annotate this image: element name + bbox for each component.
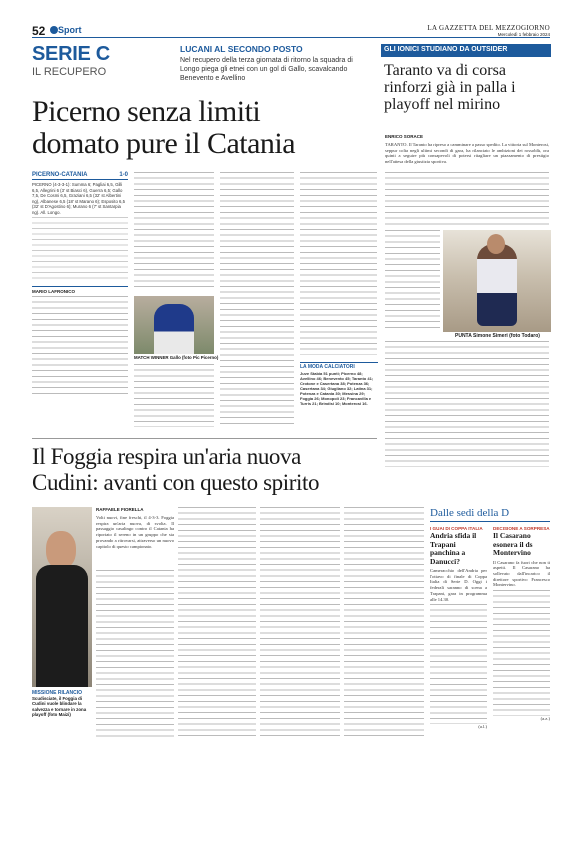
picerno-photo-caption: MATCH WINNER Gallo (foto Pic Picerno) xyxy=(134,355,219,360)
player-head xyxy=(487,234,505,254)
foggia-author: RAFFAELE FIORELLA xyxy=(96,507,144,512)
taranto-kicker: GLI IONICI STUDIANO DA OUTSIDER xyxy=(384,46,508,53)
ratings-box xyxy=(300,362,378,406)
foggia-headline-line1: Il Foggia respira un'aria nuova xyxy=(32,444,301,469)
newspaper-name: LA GAZZETTA DEL MEZZOGIORNO xyxy=(427,24,550,32)
player-figure xyxy=(154,304,194,354)
foggia-headline-line2: Cudini: avanti con questo spirito xyxy=(32,470,320,495)
divider xyxy=(32,438,377,439)
picerno-col4-text xyxy=(300,172,377,355)
taranto-body-top xyxy=(385,172,549,229)
picerno-headline xyxy=(32,96,377,160)
coach-body xyxy=(36,565,88,687)
scoreline-text: PICERNO (4-3-3-1): Summa 6; Pagliai 6,5, Gilli 6,5, Allegrini 6 (3' st Biasci 6), Guerra 6,5; Gallo 7,5, De Cosmi 6,5, Graziani 6,5 (32' st Albertini ng), Albanese 6,5 (18' st Marano 6); Esposito 6,5 (32' st D'Agostino 6); Murano 6 (7' st Santarpia ng). All. Longo. xyxy=(32,182,126,215)
issue-date: Mercoledì 1 febbraio 2024 xyxy=(497,32,550,37)
foggia-headline xyxy=(32,444,550,496)
picerno-col3-text xyxy=(220,172,294,427)
taranto-lead: TARANTO. Il Taranto ha ripreso a camminare a passo spedito. La vittoria sul Monterosi, seppur colta negli ultimi secondi di gara, ha rilanciato le ambizioni dei rossoblù, ora quinti a seguire più consapevoli di potersi ritagliare un piazzamento di prestigio nell'attesa della giustizia sportiva. xyxy=(385,142,549,165)
scoreline-score: 1-0 xyxy=(119,172,128,178)
ball-icon xyxy=(50,26,58,34)
regional-right-lead: Il Casarano fa fuori che non ti aspetti. Il Casarano ha sollevato dall'incarico il direttore sportivo Francesco Montervino. xyxy=(493,559,550,588)
page-number: 52 xyxy=(32,24,46,38)
regional-right-body xyxy=(493,590,550,716)
regional-left-lead: Cameracchio dell'Andria per l'ottavo di finale di Coppa Italia di Serie D. Oggi i federali saranno di scena a Trapani, gara in programma alle 14.30. xyxy=(430,568,487,602)
foggia-caption-title: MISSIONE RILANCIO xyxy=(32,690,83,696)
picerno-headline-line1: Picerno senza limiti xyxy=(32,95,261,128)
ratings-title: LA MODA CALCIATORI xyxy=(300,362,378,370)
section-subtitle: IL RECUPERO xyxy=(32,66,107,78)
picerno-col2-text-bottom xyxy=(134,364,214,427)
picerno-col2-text xyxy=(134,172,214,290)
regional-left-kicker: I GUAI DI COPPA ITALIA xyxy=(430,526,483,531)
foggia-col3-text xyxy=(260,507,340,738)
side-news-kicker: LUCANI AL SECONDO POSTO xyxy=(180,44,303,54)
taranto-headline: Taranto va di corsa rinforzi già in palla i playoff nel mirino xyxy=(384,62,516,113)
side-news-text: Nel recupero della terza giornata di ritorno la squadra di Longo piega gli etnei con un gol di Gallo, scavalcando Benevento e Avellino xyxy=(180,57,353,82)
regional-banner: Dalle sedi della D xyxy=(430,507,550,522)
regional-left-headline: Andria sfida il Trapani panchina a Danucci? xyxy=(430,531,477,566)
foggia-col2-text xyxy=(178,507,256,738)
scoreline-title: PICERNO-CATANIA xyxy=(32,172,88,178)
regional-right xyxy=(493,526,550,722)
taranto-author: ENRICO SORACE xyxy=(385,134,424,139)
foggia-photo-caption xyxy=(32,690,90,718)
regional-right-headline: Il Casarano esonera il ds Montervino xyxy=(493,531,533,557)
section-title: SERIE C xyxy=(32,43,110,65)
picerno-photo xyxy=(134,296,214,354)
taranto-photo xyxy=(443,230,551,332)
regional-left-sign: (a.l.) xyxy=(478,724,487,730)
picerno-author: MARIO LAFRONICO xyxy=(32,286,128,294)
scoreline-header xyxy=(32,172,128,180)
player-figure xyxy=(477,244,517,326)
sport-logo: Sport xyxy=(50,25,82,35)
coach-head xyxy=(46,531,76,569)
ratings-text: Juve Stabia 51 punti; Picerno 48; Avellino 46; Benevento 45; Taranto 41; Crotone e Casertana 38; Potenza 36; Casertana 34; Giugliano 32; Latina 31; Potenza e Catania 30; Messina 29; Foggia 26; Monopoli 23; Francavilla e Turris 21; Brindisi 10; Monterosi 16. xyxy=(300,371,374,406)
foggia-lead: Volti nuovi, fine freschi, il 4-3-3. Foggia respira un'aria nuova, di svolta. Il passaggio casalingo contro il Catania ha riportato il sereno in un gruppo che sta provando a ritrovarsi, attraverso un nuovo capitolo di questo campionato. xyxy=(96,515,174,549)
foggia-col4-text xyxy=(344,507,424,738)
scoreline-more xyxy=(32,217,128,283)
picerno-col1-text xyxy=(32,296,128,398)
foggia-caption-text: Scudisciate, il Foggia di Cudini vuole blindare la salvezza e tornare in zona playoff (foto Maizi) xyxy=(32,696,87,718)
regional-right-kicker: DECISIONE A SORPRESA xyxy=(493,526,550,531)
side-news xyxy=(180,44,370,83)
regional-right-sign: (a.z.) xyxy=(540,716,550,722)
taranto-kicker-bar xyxy=(381,44,551,57)
section-title-block xyxy=(32,44,182,78)
regional-left-body xyxy=(430,604,487,724)
taranto-body-narrow xyxy=(385,230,440,330)
page-header xyxy=(32,24,550,38)
regional-left xyxy=(430,526,487,730)
foggia-photo xyxy=(32,507,92,687)
taranto-photo-caption: PUNTA Simone Simeri (foto Todaro) xyxy=(455,333,540,339)
scoreline-box xyxy=(32,172,128,398)
foggia-col1-text xyxy=(96,570,174,738)
picerno-headline-line2: domato pure il Catania xyxy=(32,127,296,160)
